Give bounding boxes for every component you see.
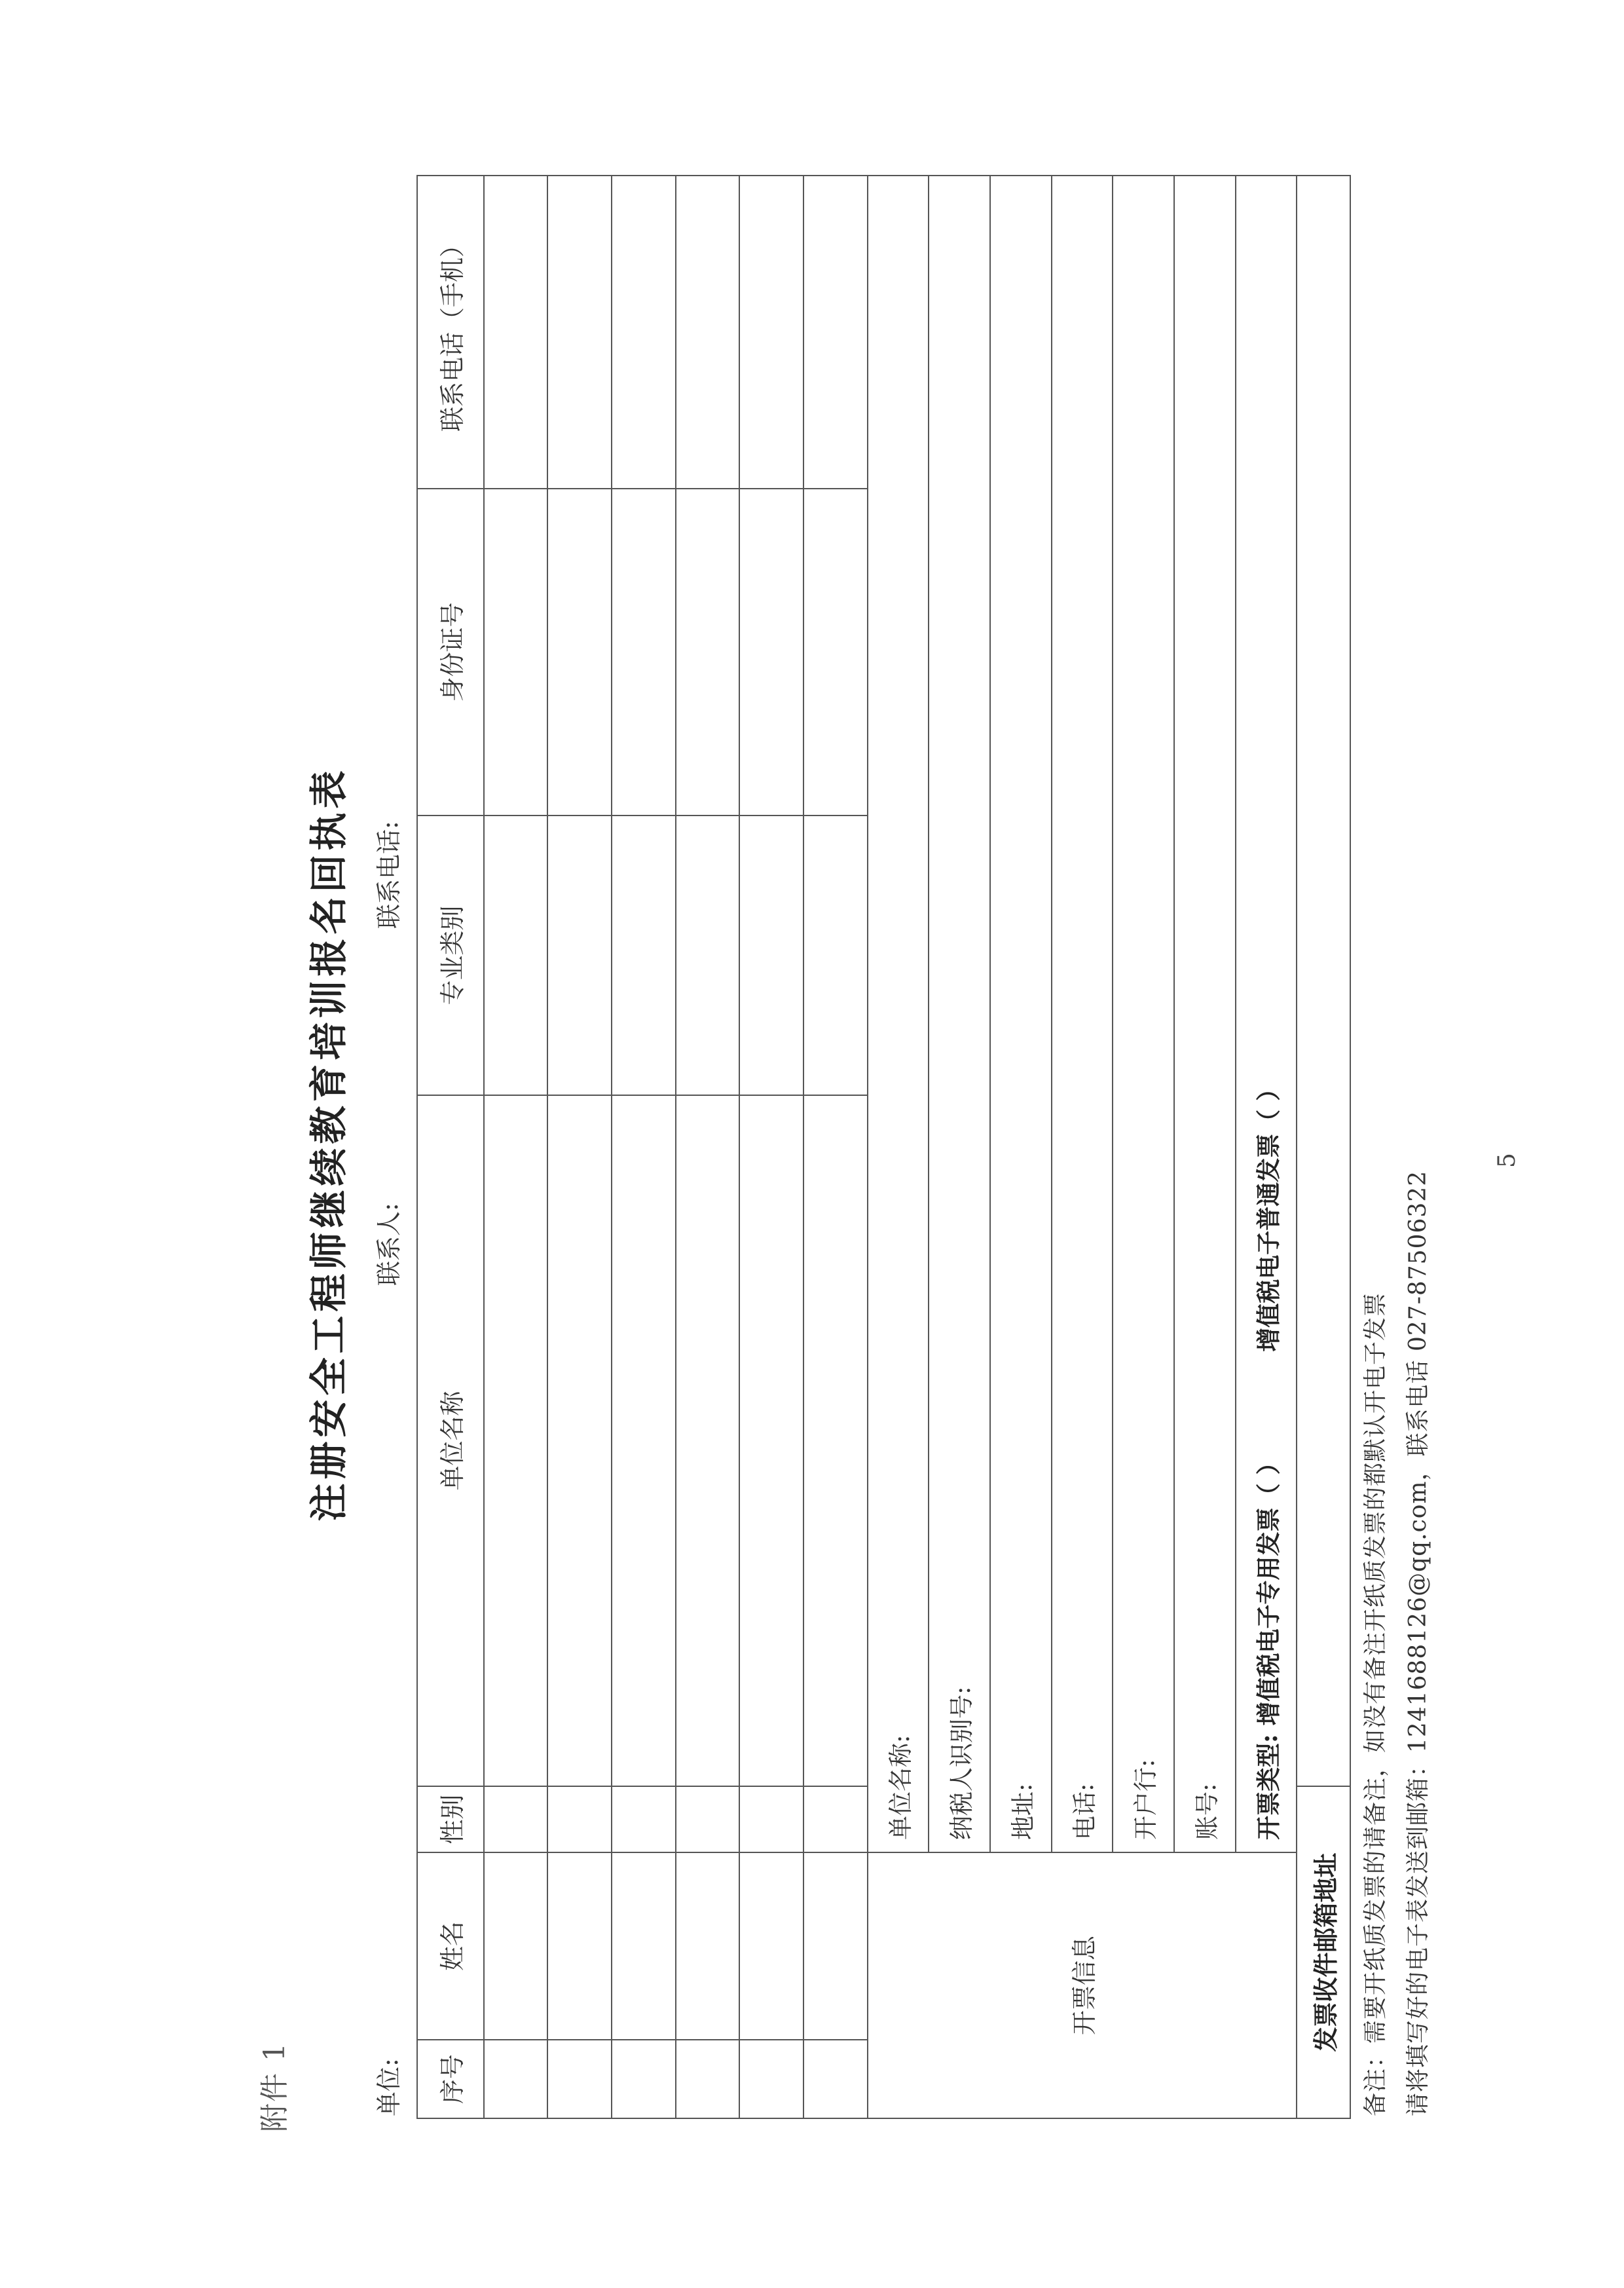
invoice-row-unit-name — [868, 176, 929, 2118]
invoice-mailbox-row — [1297, 176, 1350, 2118]
contact-person-field-label: 联系人: — [375, 1203, 403, 1286]
gender-cell[interactable] — [676, 1786, 740, 1852]
table-row — [803, 176, 868, 2118]
name-cell[interactable] — [612, 1852, 676, 2040]
invoice-row-type — [1236, 176, 1297, 2118]
invoice-type-label: 开票类型: — [1253, 1734, 1283, 1840]
serial-number-cell[interactable] — [612, 2040, 676, 2118]
name-cell[interactable] — [739, 1852, 803, 2040]
unit-name-cell[interactable] — [676, 1095, 740, 1786]
header-name: 姓名 — [417, 1852, 484, 2040]
specialty-cell[interactable] — [676, 816, 740, 1095]
gender-cell[interactable] — [803, 1786, 868, 1852]
table-row — [612, 176, 676, 2118]
mobile-phone-cell[interactable] — [676, 176, 740, 489]
gender-cell[interactable] — [484, 1786, 548, 1852]
invoice-unit-name-field[interactable]: 单位名称: — [868, 176, 929, 1852]
specialty-cell[interactable] — [803, 816, 868, 1095]
registration-form-table — [416, 175, 1351, 2119]
mobile-phone-cell[interactable] — [484, 176, 548, 489]
id-number-cell[interactable] — [612, 489, 676, 816]
unit-name-cell[interactable] — [739, 1095, 803, 1786]
mobile-phone-cell[interactable] — [612, 176, 676, 489]
specialty-cell[interactable] — [739, 816, 803, 1095]
invoice-type-special-option[interactable]: 增值税电子专用发票（ ） — [1253, 1450, 1283, 1726]
invoice-row-bank — [1113, 176, 1174, 2118]
submission-note: 请将填写好的电子表发送到邮箱：1241688126@qq.com，联系电话 027-87506322 — [1405, 1170, 1431, 2116]
invoice-address-field[interactable]: 地址: — [990, 176, 1052, 1852]
id-number-cell[interactable] — [484, 489, 548, 816]
invoice-type-normal-option[interactable]: 增值税电子普通发票（ ） — [1253, 1076, 1283, 1352]
gender-cell[interactable] — [547, 1786, 612, 1852]
invoice-row-phone — [1052, 176, 1113, 2118]
invoice-row-address — [990, 176, 1052, 2118]
name-cell[interactable] — [676, 1852, 740, 2040]
mobile-phone-cell[interactable] — [547, 176, 612, 489]
id-number-cell[interactable] — [676, 489, 740, 816]
id-number-cell[interactable] — [803, 489, 868, 816]
mobile-phone-cell[interactable] — [739, 176, 803, 489]
invoice-mailbox-input[interactable] — [1297, 176, 1350, 1786]
unit-name-cell[interactable] — [484, 1095, 548, 1786]
contact-phone-field-label: 联系电话: — [375, 821, 403, 929]
name-cell[interactable] — [803, 1852, 868, 2040]
invoice-mailbox-label: 发票收件邮箱地址 — [1297, 1786, 1350, 2118]
attachment-label: 附件 1 — [258, 2042, 291, 2132]
unit-name-cell[interactable] — [547, 1095, 612, 1786]
gender-cell[interactable] — [739, 1786, 803, 1852]
id-number-cell[interactable] — [547, 489, 612, 816]
invoice-info-section-label: 开票信息 — [868, 1852, 1297, 2118]
table-row — [739, 176, 803, 2118]
serial-number-cell[interactable] — [547, 2040, 612, 2118]
header-specialty: 专业类别 — [417, 816, 484, 1095]
serial-number-cell[interactable] — [676, 2040, 740, 2118]
serial-number-cell[interactable] — [484, 2040, 548, 2118]
header-serial-number: 序号 — [417, 2040, 484, 2118]
id-number-cell[interactable] — [739, 489, 803, 816]
header-gender: 性别 — [417, 1786, 484, 1852]
header-id-number: 身份证号 — [417, 489, 484, 816]
header-mobile-phone: 联系电话（手机） — [417, 176, 484, 489]
table-row — [547, 176, 612, 2118]
form-title: 注册安全工程师继续教育培训报名回执表 — [306, 766, 351, 1522]
invoice-phone-field[interactable]: 电话: — [1052, 176, 1113, 1852]
serial-number-cell[interactable] — [803, 2040, 868, 2118]
invoice-bank-field[interactable]: 开户行: — [1113, 176, 1174, 1852]
page-number: 5 — [1494, 1153, 1521, 1168]
invoice-type-field — [1236, 176, 1297, 1852]
header-unit-name: 单位名称 — [417, 1095, 484, 1786]
serial-number-cell[interactable] — [739, 2040, 803, 2118]
gender-cell[interactable] — [612, 1786, 676, 1852]
invoice-taxpayer-id-field[interactable]: 纳税人识别号: — [929, 176, 990, 1852]
specialty-cell[interactable] — [484, 816, 548, 1095]
table-row — [484, 176, 548, 2118]
invoice-account-field[interactable]: 账号: — [1174, 176, 1236, 1852]
specialty-cell[interactable] — [547, 816, 612, 1095]
name-cell[interactable] — [547, 1852, 612, 2040]
name-cell[interactable] — [484, 1852, 548, 2040]
unit-name-cell[interactable] — [803, 1095, 868, 1786]
remark-note: 备注：需要开纸质发票的请备注，如没有备注开纸质发票的都默认开电子发票 — [1362, 1292, 1389, 2116]
specialty-cell[interactable] — [612, 816, 676, 1095]
mobile-phone-cell[interactable] — [803, 176, 868, 489]
table-header-row — [417, 176, 484, 2118]
invoice-row-taxpayer-id — [929, 176, 990, 2118]
table-row — [676, 176, 740, 2118]
invoice-row-account — [1174, 176, 1236, 2118]
unit-name-cell[interactable] — [612, 1095, 676, 1786]
unit-field-label: 单位: — [375, 2058, 403, 2116]
